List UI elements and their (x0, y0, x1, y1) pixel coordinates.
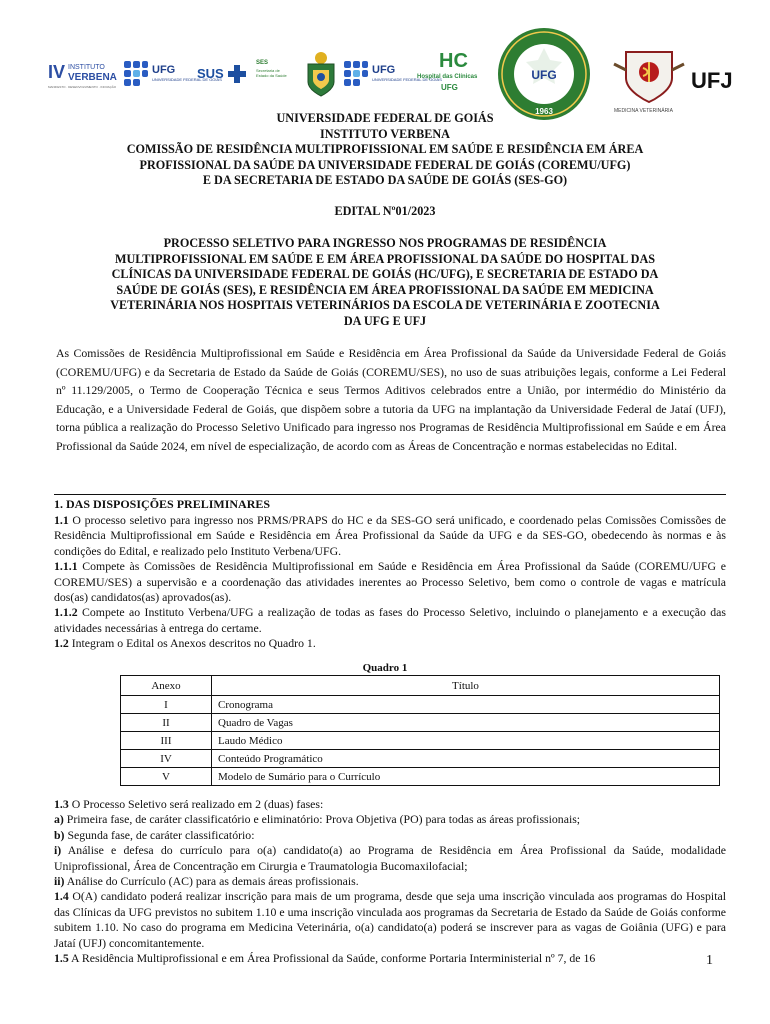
page-number: 1 (706, 953, 713, 968)
evz-seal-logo (492, 24, 596, 124)
clause-text: O Processo Seletivo será realizado em 2 (duas) fases: (68, 797, 324, 811)
clause (54, 828, 726, 843)
sus-logo-name: SUS (197, 66, 224, 81)
hc-logo-name: HC (439, 50, 468, 72)
sus-cross-icon (227, 64, 247, 84)
cell-anexo: V (121, 768, 212, 786)
clause-number: 1.4 (54, 889, 69, 904)
clause-text: A Residência Multiprofissional e em Área Profissional da Saúde, conforme Portaria Interministerial nº 7, de 16 (68, 951, 596, 966)
clause-number: 1.1 (54, 513, 69, 527)
column-header-titulo: Título (212, 676, 720, 696)
medvet-caption: MEDICINA VETERINÁRIA (614, 108, 673, 114)
cell-titulo: Conteúdo Programático (212, 750, 720, 768)
clause (54, 797, 726, 812)
clause-text: Análise e defesa do currículo para o(a) candidato(a) ao Programa de Residência em Área Profissional da Saúde, modalidade Uniprofissional, Área de Concentração em Cirurgia e Traumatologia Bucomaxilofacial; (54, 843, 726, 873)
process-title (60, 236, 710, 329)
clause (54, 951, 726, 966)
column-header-anexo: Anexo (121, 676, 212, 696)
ufg-logo-secondary (342, 58, 442, 90)
clause (54, 513, 726, 559)
clause-text: Compete às Comissões de Residência Multiprofissional em Saúde e Residência em Área Profissional da Saúde (COREMU/UFG e COREMU/SES) a supervisão e a coordenação das atividades inerentes ao Processo Seletivo, bem como o controle de vagas e matrícula dos(as) candidatos(as) aprovados(as). (54, 559, 726, 605)
clause-text: Segunda fase, de caráter classificatório: (64, 827, 255, 842)
ses-logo (254, 60, 294, 94)
table-row (121, 732, 720, 750)
clause (54, 874, 726, 889)
ufg-logo-sub: UNIVERSIDADE FEDERAL DE GOIÁS (372, 77, 442, 82)
hc-logo-sub: Hospital das Clínicas (417, 74, 478, 80)
ufg-mark-icon (342, 58, 370, 88)
cell-anexo: IV (121, 750, 212, 768)
process-title-line: DA UFG E UFJ (343, 313, 427, 328)
logo-bar (0, 20, 770, 116)
clause (54, 812, 726, 827)
clause-text: Compete ao Instituto Verbena/UFG a realização de todas as fases do Processo Seletivo, incluindo o planejamento e a execução das atividades necessárias à entrega do certame. (54, 605, 726, 635)
clause-number: ii) (54, 874, 65, 889)
process-title-line: SAÚDE DE GOIÁS (SES), E RESIDÊNCIA EM ÁREA PROFISSIONAL DA SAÚDE EM MEDICINA (116, 282, 654, 297)
cell-titulo: Cronograma (212, 696, 720, 714)
header-line: UNIVERSIDADE FEDERAL DE GOIÁS (276, 111, 494, 125)
cell-anexo: III (121, 732, 212, 750)
clause-number: 1.2 (54, 636, 69, 651)
section-body-a (54, 513, 726, 652)
table-row (121, 714, 720, 732)
seal-center-text: UFG (531, 68, 557, 82)
edital-number: EDITAL Nº01/2023 (334, 204, 436, 218)
process-title-line: PROCESSO SELETIVO PARA INGRESSO NOS PROGRAMAS DE RESIDÊNCIA (163, 236, 607, 250)
cell-titulo: Modelo de Sumário para o Currículo (212, 768, 720, 786)
cell-anexo: II (121, 714, 212, 732)
clause-text: O processo seletivo para ingresso nos PRMS/PRAPS do HC e da SES-GO será unificado, e coordenado pelas Comissões Comissões de Residência Multiprofissional em Saúde e Residência em Área Profissional da Saúde da UFG e da SES-GO, obedecendo às normas e às condições do Edital, e realizado pelo Instituto Verbena/UFG. (54, 513, 726, 558)
ufg-logo-name: UFG (152, 64, 176, 76)
table-row (121, 768, 720, 786)
verbena-line1: INSTITUTO (68, 64, 105, 71)
clause-text: Primeira fase, de caráter classificatório e eliminatório: Prova Objetiva (PO) para todas as áreas profissionais; (63, 812, 581, 827)
table-row (121, 750, 720, 768)
process-title-line: VETERINÁRIA NOS HOSPITAIS VETERINÁRIOS DA ESCOLA DE VETERINÁRIA E ZOOTECNIA (110, 298, 660, 312)
verbena-line2: VERBENA (68, 72, 117, 83)
clause (54, 843, 726, 874)
header-line: INSTITUTO VERBENA (320, 126, 450, 141)
intro-paragraph: As Comissões de Residência Multiprofissional em Saúde e Residência em Área Profissional da Saúde da Universidade Federal de Goiás (COREMU/UFG) e da Secretaria de Estado da Saúde de Goiás (COREMU/SES), no uso de suas atribuições legais, conforme a Lei Federal nº 11.129/2005, o Termo de Cooperação Técnica e seus Termos Aditivos celebrados entre a União, por intermédio do Ministério da Educação, e a Universidade Federal de Goiás, que dispõem sobre a tutoria da UFG na implantação da Universidade Federal de Jataí (UFJ), torna pública a realização do Processo Seletivo Unificado para ingresso nos Programas de Residência Multiprofissional em Saúde e em Área Profissional da Saúde 2024, em nível de especialização, de acordo com as Áreas de Concentração e normas estabelecidas no Edital. (56, 346, 726, 453)
ufg-logo-sub: UNIVERSIDADE FEDERAL DE GOIÁS (152, 77, 222, 82)
clause-number: 1.3 (54, 797, 69, 811)
ufj-logo (688, 68, 750, 98)
quadro-title: Quadro 1 (362, 662, 408, 674)
section-title: 1. DAS DISPOSIÇÕES PRELIMINARES (54, 494, 726, 512)
ufg-logo-name: UFG (372, 64, 396, 76)
goias-coat-of-arms-icon (303, 48, 339, 98)
clause (54, 636, 726, 651)
instituto-verbena-logo (48, 62, 117, 90)
medicina-veterinaria-logo (608, 46, 690, 116)
hc-logo-org: UFG (441, 83, 458, 92)
clause-text: O(A) candidato poderá realizar inscrição para mais de um programa, desde que seja uma inscrição vinculada aos programas do Hospital das Clínicas da UFG previstos no subitem 1.10 e uma inscrição vinculada aos programas da Secretaria de Estado da Saúde de Goiás conforme subitem 1.10. No caso do programa em Medicina Veterinária, o(a) candidato(a) poderá se inscrever para as vagas de Goiânia (UFG) e para Jataí (UFJ) concomitantemente. (54, 889, 726, 950)
process-title-line: MULTIPROFISSIONAL EM SAÚDE E EM ÁREA PROFISSIONAL DA SAÚDE DO HOSPITAL DAS (114, 251, 656, 266)
institution-header (60, 111, 710, 189)
ses-logo-name: SES (256, 60, 269, 66)
ufj-logo-name: UFJ (691, 68, 733, 93)
cell-anexo: I (121, 696, 212, 714)
annex-table (120, 675, 720, 786)
table-header-row (121, 676, 720, 696)
header-line: COMISSÃO DE RESIDÊNCIA MULTIPROFISSIONAL EM SAÚDE E RESIDÊNCIA EM ÁREA (126, 142, 644, 156)
clause (54, 559, 726, 605)
seal-year-text: 1963 (535, 107, 553, 116)
clause-number: 1.1.1 (54, 559, 78, 574)
clause (54, 605, 726, 636)
clause-number: 1.5 (54, 951, 69, 966)
clause (54, 889, 726, 951)
clause-text: Integram o Edital os Anexos descritos no Quadro 1. (68, 636, 316, 651)
process-title-line: CLÍNICAS DA UNIVERSIDADE FEDERAL DE GOIÁS (HC/UFG), E SECRETARIA DE ESTADO DA (111, 267, 659, 281)
section-body-b (54, 797, 726, 966)
ufg-mark-icon (122, 58, 150, 88)
hc-ufg-logo (415, 50, 483, 96)
clause-number: 1.1.2 (54, 605, 78, 620)
verbena-mark: IV (48, 62, 66, 82)
table-row (121, 696, 720, 714)
cell-titulo: Laudo Médico (212, 732, 720, 750)
clause-number: a) (54, 812, 64, 827)
clause-number: i) (54, 843, 62, 858)
clause-text: Análise do Currículo (AC) para as demais áreas profissionais. (64, 874, 359, 889)
sus-logo (197, 62, 249, 88)
verbena-tagline: MANIFESTO · DESENVOLVIMENTO · INOVAÇÃO (48, 85, 117, 89)
header-line: PROFISSIONAL DA SAÚDE DA UNIVERSIDADE FEDERAL DE GOIÁS (COREMU/UFG) (139, 157, 631, 172)
cell-titulo: Quadro de Vagas (212, 714, 720, 732)
clause-number: b) (54, 827, 65, 842)
ses-logo-sub: Secretaria de Estado da Saúde (256, 68, 287, 78)
header-line: E DA SECRETARIA DE ESTADO DA SAÚDE DE GOIÁS (SES-GO) (202, 173, 568, 187)
